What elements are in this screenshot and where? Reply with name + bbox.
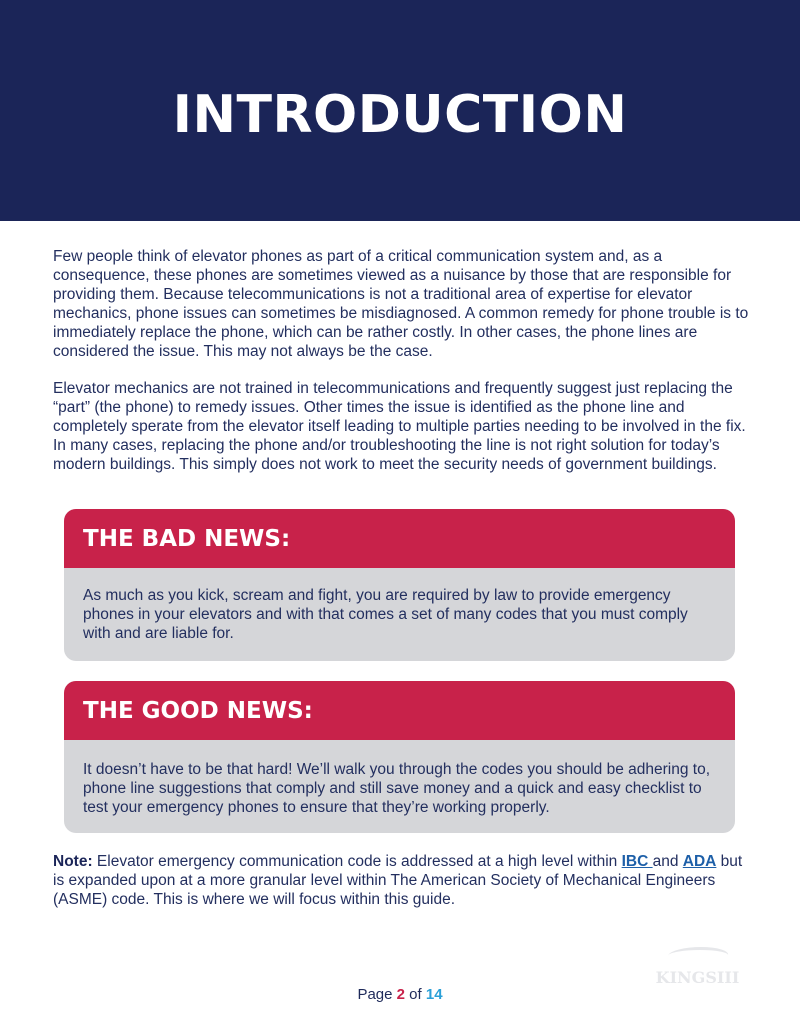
good-news-header	[64, 681, 735, 740]
bad-news-header	[64, 509, 735, 568]
bad-news-text: As much as you kick, scream and fight, you are required by law to provide emergency phones in your elevators and with that comes a set of many codes that you must comply with and are liable for.	[83, 587, 688, 642]
good-news-text: It doesn’t have to be that hard! We’ll walk you through the codes you should be adhering to, phone line suggestions that comply and still save money and a quick and easy checklist to test your emergency phones to ensure that they’re working properly.	[83, 761, 711, 816]
good-news-box	[64, 681, 735, 833]
current-page-number: 2	[396, 986, 405, 1003]
flag-wave-icon	[664, 947, 730, 964]
total-pages: 14	[425, 986, 443, 1003]
note-text-and: and	[652, 853, 683, 870]
note-text-after: but is expanded upon at a more granular level within The American Society of Mechanical Engineers (ASME) code. This is where we will focus within this guide.	[53, 853, 743, 908]
intro-paragraph-2: Elevator mechanics are not trained in telecommunications and frequently suggest just replacing the “part” (the phone) to remedy issues. Other times the issue is identified as the phone line and completely sperate from the elevator itself leading to multiple parties needing to be involved in the fix. In many cases, replacing the phone and/or troubleshooting the line is not right solution for today’s modern buildings. This simply does not work to meet the security needs of government buildings.	[53, 380, 746, 473]
note-paragraph	[53, 852, 753, 909]
note-label: Note:	[53, 853, 93, 870]
note-text-before: Elevator emergency communication code is addressed at a high level within	[92, 853, 622, 870]
page-header	[0, 0, 800, 221]
page-title: INTRODUCTION	[172, 84, 628, 145]
ada-link[interactable]: ADA	[682, 853, 717, 870]
intro-paragraph-1: Few people think of elevator phones as part of a critical communication system and, as a consequence, these phones are sometimes viewed as a nuisance by those that are responsible for providing them. Because telecommunications is not a traditional area of expertise for elevator mechanics, phone issues can sometimes be misdiagnosed. A common remedy for phone trouble is to immediately replace the phone, which can be rather costly. In other cases, the phone lines are considered the issue. This may not always be the case.	[53, 248, 749, 360]
bad-news-box	[64, 509, 735, 661]
page-of: of	[405, 986, 426, 1003]
good-news-heading: THE GOOD NEWS:	[83, 697, 313, 724]
bad-news-heading: THE BAD NEWS:	[83, 525, 291, 552]
ibc-link[interactable]: IBC	[621, 853, 653, 870]
page-footer	[0, 986, 800, 1003]
page-prefix: Page	[357, 986, 397, 1003]
bad-news-body	[64, 568, 735, 643]
good-news-body	[64, 740, 735, 817]
logo-text: KINGSIII	[655, 968, 740, 987]
